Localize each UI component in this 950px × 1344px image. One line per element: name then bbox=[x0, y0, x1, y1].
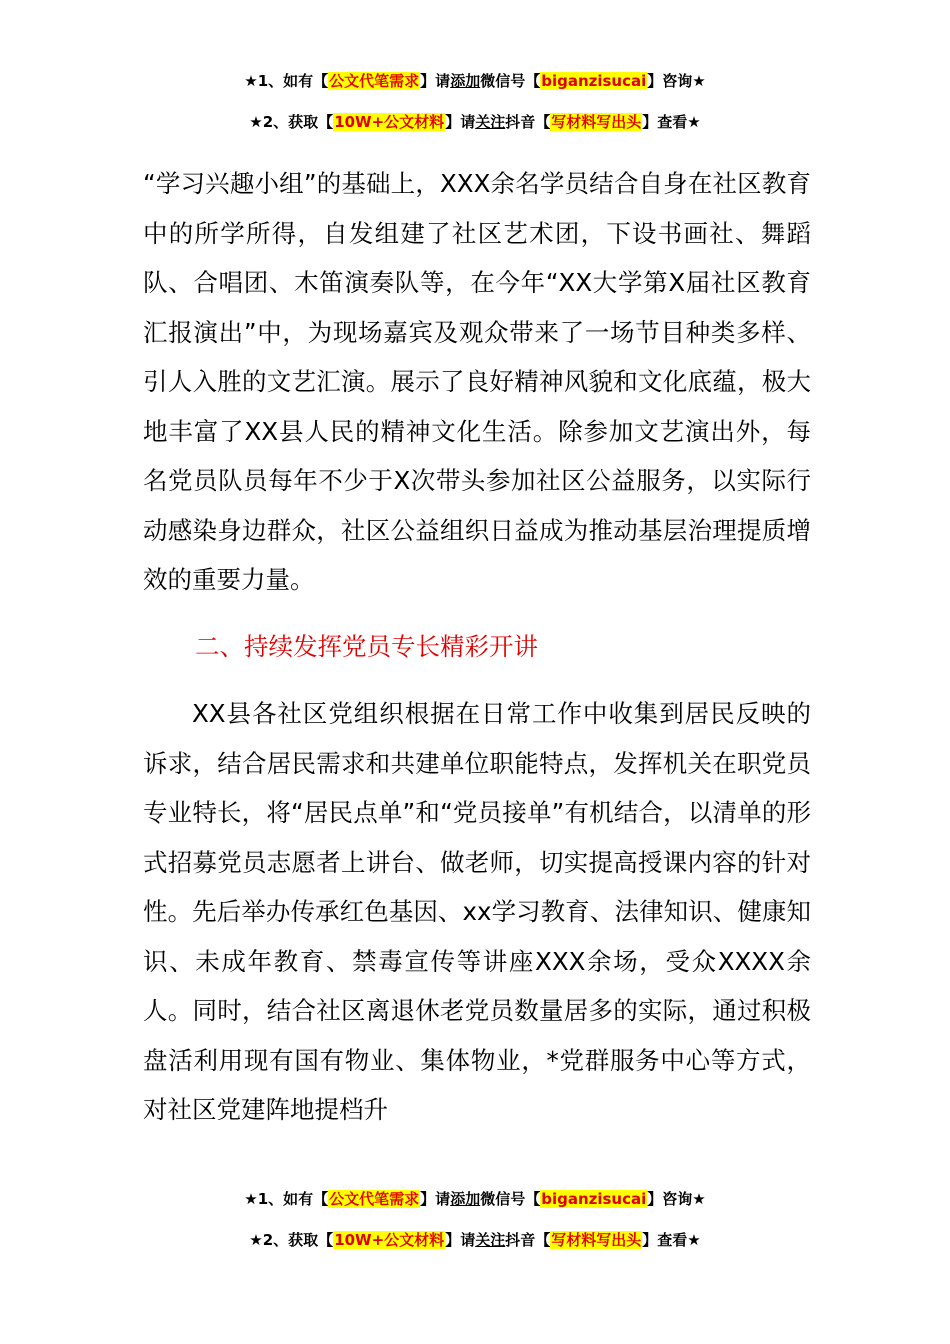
header-line-1-suffix: 】咨询★ bbox=[647, 72, 706, 90]
footer-line-2-mid2: 抖音【 bbox=[505, 1231, 551, 1249]
header-line-2-mid2: 抖音【 bbox=[505, 113, 551, 131]
footer-line-2-prefix: ★2、获取【 bbox=[249, 1231, 334, 1249]
paragraph-1: “学习兴趣小组”的基础上，XXX余名学员结合自身在社区教育中的所学所得，自发组建了社区艺术团，下设书画社、舞蹈队、合唱团、木笛演奏队等，在今年“XX大学第X届社区教育汇报演出”中，为现场嘉宾及观众带来了一场节目种类多样、引人入胜的文艺汇演。展示了良好精神风貌和文化底蕴，极大地丰富了XX县人民的精神文化生活。除参加文艺演出外，每名党员队员每年不少于X次带头参加社区公益服务，以实际行动感染身边群众，社区公益组织日益成为推动基层治理提质增效的重要力量。 bbox=[143, 169, 811, 594]
header-line-2-prefix: ★2、获取【 bbox=[249, 113, 334, 131]
footer-line-2-highlight-materials: 10W+公文材料 bbox=[334, 1231, 445, 1249]
footer-line-1 bbox=[0, 1188, 950, 1210]
footer-line-2-highlight-douyin: 写材料写出头 bbox=[551, 1231, 642, 1249]
header-line-1-mid1: 】请 bbox=[420, 72, 451, 90]
footer-line-1-prefix: ★1、如有【 bbox=[244, 1190, 329, 1208]
header-line-2-highlight-douyin: 写材料写出头 bbox=[551, 113, 642, 131]
footer-line-1-suffix: 】咨询★ bbox=[647, 1190, 706, 1208]
header-line-2 bbox=[0, 111, 950, 133]
header-line-2-underline: 关注 bbox=[475, 113, 506, 131]
footer-line-1-highlight-service: 公文代笔需求 bbox=[329, 1190, 420, 1208]
footer-line-1-underline: 添加 bbox=[450, 1190, 481, 1208]
header-line-2-mid1: 】请 bbox=[445, 113, 476, 131]
document-body-top bbox=[143, 159, 811, 605]
footer-line-1-mid1: 】请 bbox=[420, 1190, 451, 1208]
footer-line-2-underline: 关注 bbox=[475, 1231, 506, 1249]
header-line-1-prefix: ★1、如有【 bbox=[244, 72, 329, 90]
document-body-bottom bbox=[143, 689, 811, 1135]
section-heading: 二、持续发挥党员专长精彩开讲 bbox=[195, 632, 538, 661]
header-line-2-highlight-materials: 10W+公文材料 bbox=[334, 113, 445, 131]
header-line-1-underline: 添加 bbox=[450, 72, 481, 90]
header-line-1-highlight-wechat: biganzisucai bbox=[541, 72, 647, 90]
paragraph-2: XX县各社区党组织根据在日常工作中收集到居民反映的诉求，结合居民需求和共建单位职能特点，发挥机关在职党员专业特长，将“居民点单”和“党员接单”有机结合，以清单的形式招募党员志愿者上讲台、做老师，切实提高授课内容的针对性。先后举办传承红色基因、xx学习教育、法律知识、健康知识、未成年教育、禁毒宣传等讲座XXX余场，受众XXXX余人。同时，结合社区离退休老党员数量居多的实际，通过积极盘活利用现有国有物业、集体物业，*党群服务中心等方式，对社区党建阵地提档升 bbox=[143, 699, 811, 1124]
header-line-1-mid2: 微信号【 bbox=[480, 72, 541, 90]
footer-line-1-highlight-wechat: biganzisucai bbox=[541, 1190, 647, 1208]
footer-line-2-suffix: 】查看★ bbox=[642, 1231, 701, 1249]
footer-line-2 bbox=[0, 1229, 950, 1251]
header-line-1-highlight-service: 公文代笔需求 bbox=[329, 72, 420, 90]
header-line-1 bbox=[0, 70, 950, 92]
footer-line-1-mid2: 微信号【 bbox=[480, 1190, 541, 1208]
footer-line-2-mid1: 】请 bbox=[445, 1231, 476, 1249]
header-line-2-suffix: 】查看★ bbox=[642, 113, 701, 131]
